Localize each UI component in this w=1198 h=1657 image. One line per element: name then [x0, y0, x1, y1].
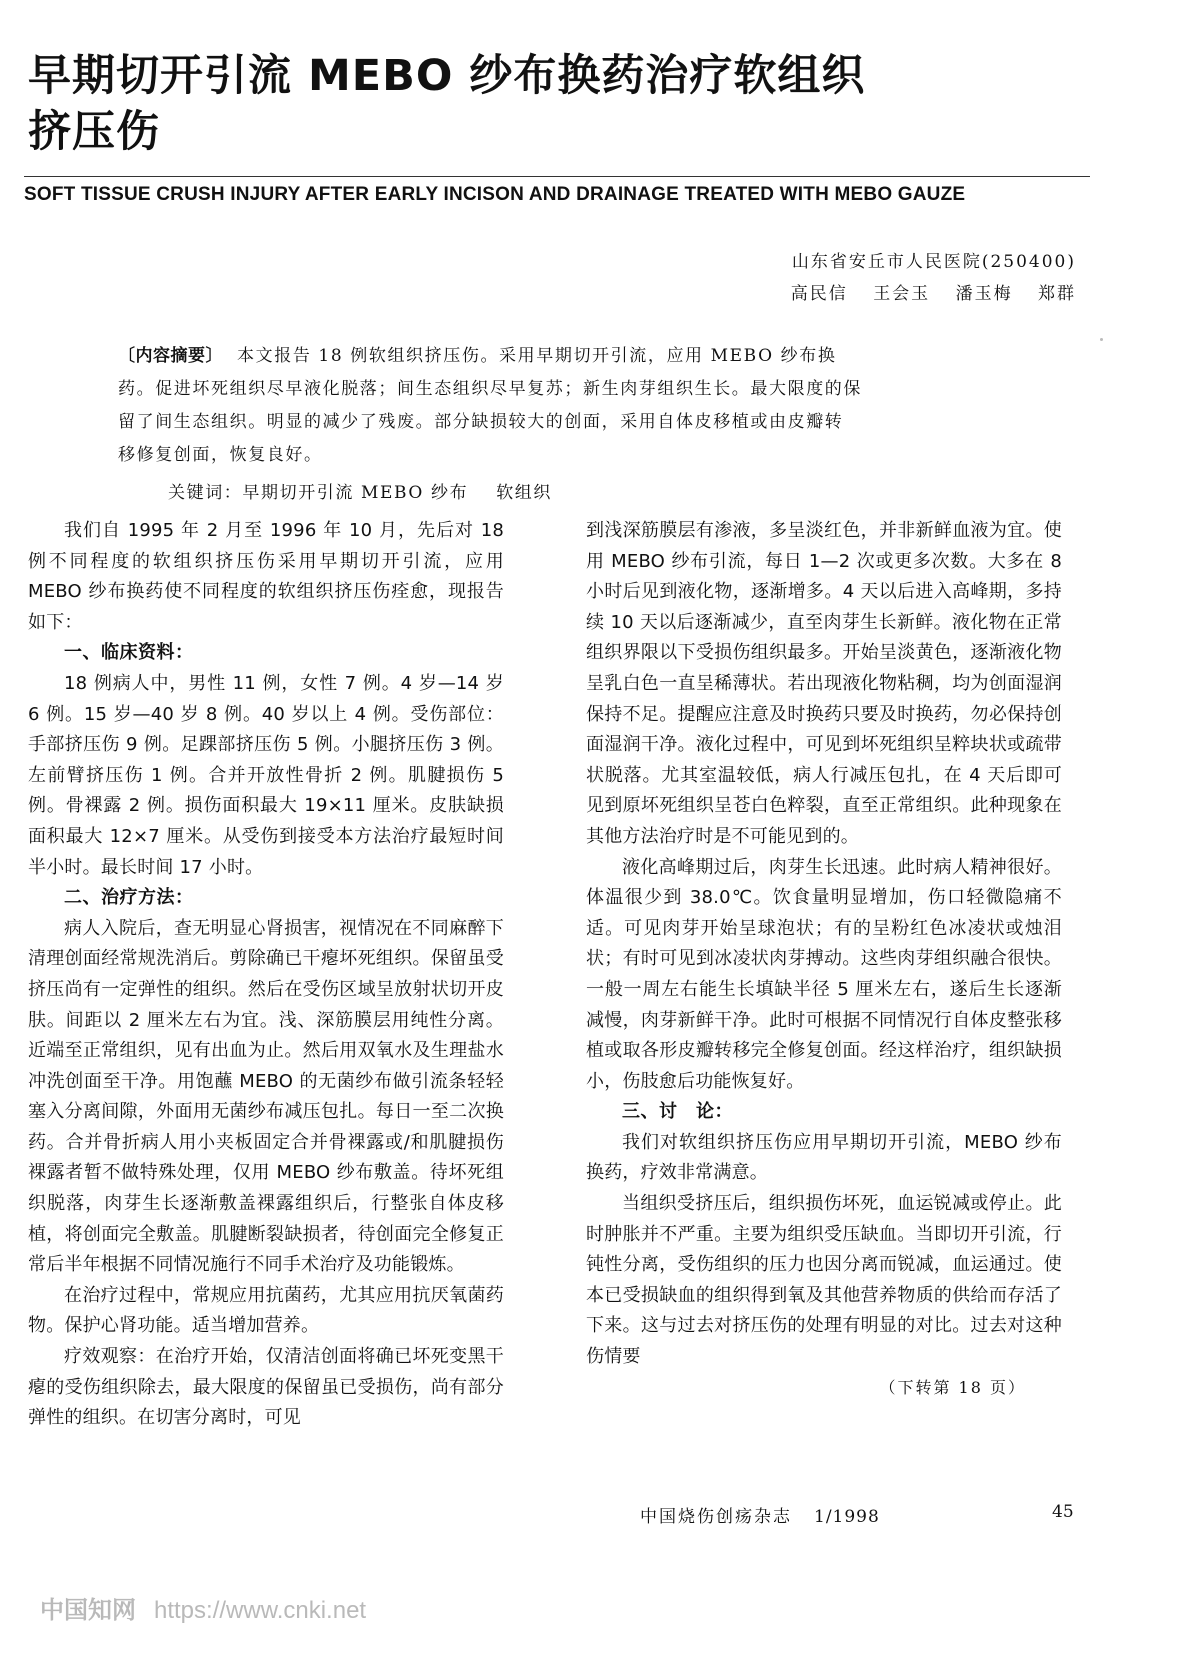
- english-title: SOFT TISSUE CRUSH INJURY AFTER EARLY INCISON AND DRAINAGE TREATED WITH MEBO GAUZE: [24, 184, 966, 205]
- paragraph: 在治疗过程中，常规应用抗菌药，尤其应用抗厌氧菌药物。保护心肾功能。适当增加营养。: [28, 1284, 504, 1337]
- author: 潘玉梅: [955, 284, 1013, 304]
- affiliation-block: [791, 246, 1076, 310]
- author: 王会玉: [873, 284, 931, 304]
- keywords: [168, 478, 552, 503]
- paragraph: 我们自 1995 年 2 月至 1996 年 10 月，先后对 18 例不同程度的软组织挤压伤采用早期切开引流，应用 MEBO 纱布换药使不同程度的软组织挤压伤痊愈，现报告如下：: [28, 520, 504, 633]
- journal-name: 中国烧伤创疡杂志: [640, 1507, 792, 1527]
- body-column-left: [28, 516, 504, 1434]
- abstract-line-2: 药。促进坏死组织尽早液化脱落；间生态组织尽早复苏；新生肉芽组织生长。最大限度的保: [118, 379, 862, 399]
- continued-note: （下转第 18 页）: [879, 1377, 1026, 1397]
- paragraph: 液化高峰期过后，肉芽生长迅速。此时病人精神很好。体温很少到 38.0℃。饮食量明显增加，伤口轻微隐痛不适。可见肉芽开始呈球泡状；有的呈粉红色冰凌状或烛泪状；有时可见到冰凌状肉芽搏动。这些肉芽组织融合很快。一般一周左右能生长填缺半径 5 厘米左右，遂后生长逐渐减慢，肉芽新鲜干净。此时可根据不同情况行自体皮整张移植或取各形皮瓣转移完全修复创面。经这样治疗，组织缺损小，伤肢愈后功能恢复好。: [586, 856, 1062, 1092]
- watermark-url: https://www.cnki.net: [154, 1597, 367, 1624]
- keyword: 早期切开引流 MEBO 纱布: [242, 483, 469, 503]
- page-number: 45: [1052, 1502, 1074, 1522]
- journal-issue: 1/1998: [814, 1507, 880, 1527]
- abstract-line-4: 移修复创面，恢复良好。: [118, 445, 323, 465]
- paragraph: 到浅深筋膜层有渗液，多呈淡红色，并非新鲜血液为宜。使用 MEBO 纱布引流，每日 1—2 次或更多次数。大多在 8 小时后见到液化物，逐渐增多。4 天以后进入高峰期，多持续 10 天以后逐渐减少，直至肉芽生长新鲜。液化物在正常组织界限以下受损伤组织最多。开始呈淡黄色，逐渐液化物呈乳白色一直呈稀薄状。若出现液化物粘稠，均为创面湿润保持不足。提醒应注意及时换药只要及时换药，勿必保持创面湿润干净。液化过程中，可见到坏死组织呈粹块状或疏带状脱落。尤其室温较低，病人行减压包扎，在 4 天后即可见到原坏死组织呈苍白色粹裂，直至正常组织。此种现象在其他方法治疗时是不可能见到的。: [586, 520, 1062, 847]
- section-heading: 二、治疗方法：: [64, 887, 194, 909]
- title-line-2: 挤压伤: [28, 107, 160, 157]
- abstract-line-1: 〔内容摘要〕 本文报告 18 例软组织挤压伤。采用早期切开引流，应用 MEBO 纱布换: [118, 346, 837, 366]
- cnki-watermark: [40, 1590, 366, 1625]
- abstract: [118, 340, 1008, 472]
- watermark-logo: 中国知网: [40, 1596, 136, 1624]
- title-rule: [24, 176, 1090, 177]
- author: 高民信: [790, 284, 848, 304]
- section-heading: 三、讨 论：: [622, 1101, 733, 1123]
- keywords-label: 关键词：: [168, 483, 243, 503]
- paragraph: 疗效观察：在治疗开始，仅清洁创面将确已坏死变黑干瘪的受伤组织除去，最大限度的保留虽已受损伤，尚有部分弹性的组织。在切害分离时，可见: [28, 1346, 504, 1429]
- paragraph: 我们对软组织挤压伤应用早期切开引流，MEBO 纱布换药，疗效非常满意。: [586, 1131, 1062, 1184]
- section-heading: 一、临床资料：: [64, 642, 194, 664]
- paragraph: 18 例病人中，男性 11 例，女性 7 例。4 岁—14 岁 6 例。15 岁—40 岁 8 例。40 岁以上 4 例。受伤部位：手部挤压伤 9 例。足踝部挤压伤 5 例。小腿挤压伤 3 例。左前臂挤压伤 1 例。合并开放性骨折 2 例。肌腱损伤 5 例。骨裸露 2 例。损伤面积最大 19×11 厘米。皮肤缺损面积最大 12×7 厘米。从受伤到接受本方法治疗最短时间半小时。最长时间 17 小时。: [28, 672, 504, 878]
- journal-footer: [640, 1502, 880, 1527]
- abstract-line-3: 留了间生态组织。明显的减少了残废。部分缺损较大的创面，采用自体皮移植或由皮瓣转: [118, 412, 844, 432]
- author: 郑群: [1038, 284, 1076, 304]
- paragraph: 病人入院后，查无明显心肾损害，视情况在不同麻醉下清理创面经常规洗消后。剪除确已干瘪坏死组织。保留虽受挤压尚有一定弹性的组织。然后在受伤区域呈放射状切开皮肤。间距以 2 厘米左右为宜。浅、深筋膜层用纯性分离。近端至正常组织，见有出血为止。然后用双氧水及生理盐水冲洗创面至干净。用饱蘸 MEBO 的无菌纱布做引流条轻轻塞入分离间隙，外面用无菌纱布减压包扎。每日一至二次换药。合并骨折病人用小夹板固定合并骨裸露或/和肌腱损伤裸露者暂不做特殊处理，仅用 MEBO 纱布敷盖。待坏死组织脱落，肉芽生长逐渐敷盖裸露组织后，行整张自体皮移植，将创面完全敷盖。肌腱断裂缺损者，待创面完全修复正常后半年根据不同情况施行不同手术治疗及功能锻炼。: [28, 917, 504, 1276]
- scan-speck: [1100, 338, 1103, 341]
- affiliation: 山东省安丘市人民医院(250400): [791, 252, 1076, 272]
- keyword: 软组织: [496, 483, 552, 503]
- article-title: [28, 48, 1048, 160]
- paragraph: 当组织受挤压后，组织损伤坏死，血运锐减或停止。此时肿胀并不严重。主要为组织受压缺血。当即切开引流，行钝性分离，受伤组织的压力也因分离而锐减，血运通过。使本已受损缺血的组织得到氧及其他营养物质的供给而存活了下来。这与过去对挤压伤的处理有明显的对比。过去对这种伤情要: [586, 1193, 1062, 1368]
- author-list: [791, 278, 1076, 310]
- body-column-right: [586, 516, 1062, 1403]
- abstract-label: 〔内容摘要〕: [118, 346, 223, 366]
- title-line-1: 早期切开引流 MEBO 纱布换药治疗软组织: [28, 51, 866, 101]
